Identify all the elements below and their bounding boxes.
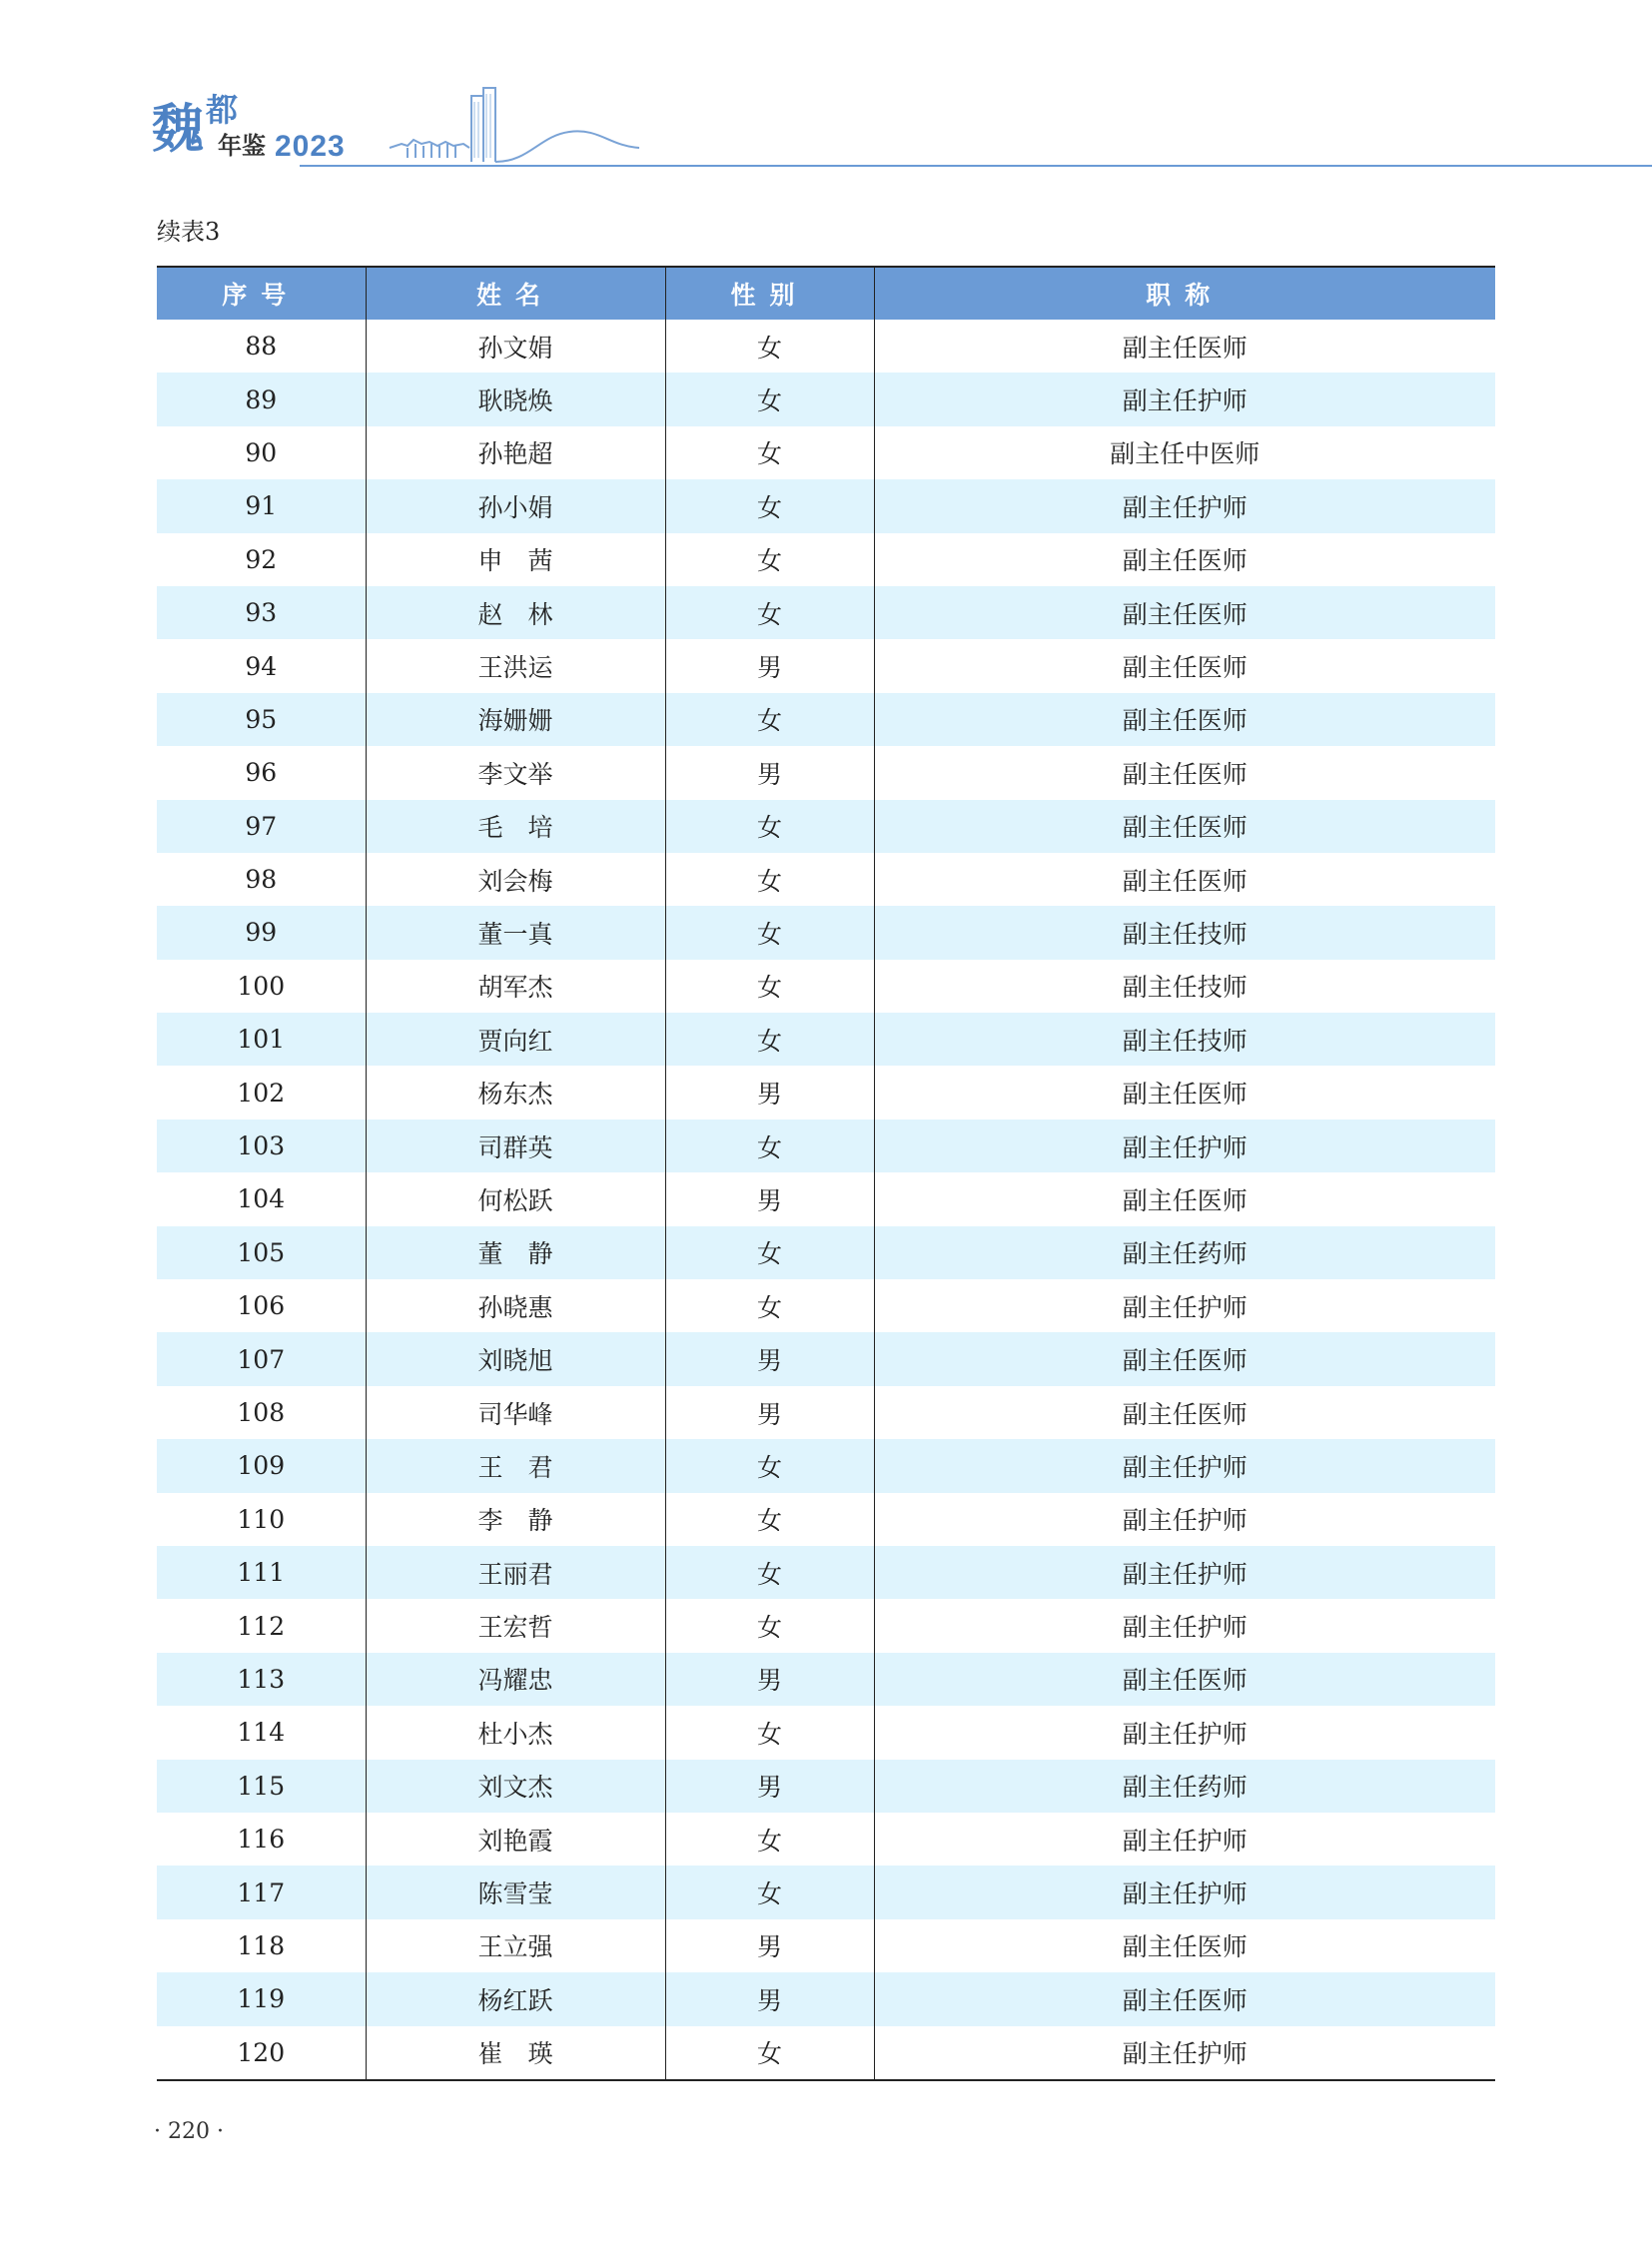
cell-name: 何松跃	[366, 1172, 665, 1225]
cell-title: 副主任技师	[874, 906, 1495, 959]
cell-index: 110	[157, 1493, 366, 1546]
cell-index: 96	[157, 746, 366, 799]
cell-title: 副主任医师	[874, 1919, 1495, 1972]
table-row	[157, 1386, 1495, 1439]
table-row	[157, 1493, 1495, 1546]
cell-title: 副主任技师	[874, 1013, 1495, 1066]
cell-index: 109	[157, 1439, 366, 1492]
cell-index: 108	[157, 1386, 366, 1439]
page-header	[150, 86, 1652, 176]
cell-name: 董一真	[366, 906, 665, 959]
cell-name: 董 静	[366, 1226, 665, 1279]
cell-index: 111	[157, 1546, 366, 1599]
cell-gender: 男	[665, 1332, 874, 1385]
table-row	[157, 960, 1495, 1013]
cell-index: 98	[157, 853, 366, 906]
cell-title: 副主任医师	[874, 1066, 1495, 1119]
cell-name: 王 君	[366, 1439, 665, 1492]
table-row	[157, 1866, 1495, 1918]
cell-gender: 女	[665, 426, 874, 479]
cell-gender: 女	[665, 1813, 874, 1866]
cell-title: 副主任药师	[874, 1760, 1495, 1813]
cell-name: 刘会梅	[366, 853, 665, 906]
cell-gender: 男	[665, 1760, 874, 1813]
table-row	[157, 853, 1495, 906]
cell-index: 95	[157, 693, 366, 746]
cell-name: 王洪运	[366, 639, 665, 692]
cell-name: 耿晓焕	[366, 373, 665, 425]
table-row	[157, 1120, 1495, 1172]
cell-gender: 女	[665, 586, 874, 639]
cell-name: 王宏哲	[366, 1599, 665, 1652]
logo-subtitle: 年鉴	[218, 132, 266, 160]
cell-title: 副主任医师	[874, 533, 1495, 586]
cell-name: 孙艳超	[366, 426, 665, 479]
cell-index: 93	[157, 586, 366, 639]
cell-name: 王立强	[366, 1919, 665, 1972]
table-row	[157, 1439, 1495, 1492]
cell-index: 106	[157, 1279, 366, 1332]
cell-index: 102	[157, 1066, 366, 1119]
cell-gender: 女	[665, 960, 874, 1013]
cell-gender: 男	[665, 1172, 874, 1225]
cell-title: 副主任护师	[874, 1439, 1495, 1492]
cell-name: 王丽君	[366, 1546, 665, 1599]
cell-title: 副主任护师	[874, 373, 1495, 425]
cell-title: 副主任医师	[874, 1332, 1495, 1385]
cell-index: 97	[157, 800, 366, 853]
table-row	[157, 1013, 1495, 1066]
cell-index: 118	[157, 1919, 366, 1972]
cell-gender: 女	[665, 1493, 874, 1546]
cell-title: 副主任医师	[874, 746, 1495, 799]
cell-name: 杨红跃	[366, 1972, 665, 2025]
cell-index: 115	[157, 1760, 366, 1813]
cell-gender: 女	[665, 800, 874, 853]
table-row	[157, 1972, 1495, 2025]
cell-name: 李文举	[366, 746, 665, 799]
column-header-name: 姓名	[366, 267, 665, 320]
cell-title: 副主任医师	[874, 1972, 1495, 2025]
table-row	[157, 426, 1495, 479]
cell-name: 刘晓旭	[366, 1332, 665, 1385]
cell-index: 117	[157, 1866, 366, 1918]
cell-name: 赵 林	[366, 586, 665, 639]
table-row	[157, 1226, 1495, 1279]
table-row	[157, 1919, 1495, 1972]
cell-index: 89	[157, 373, 366, 425]
cell-index: 116	[157, 1813, 366, 1866]
cell-index: 100	[157, 960, 366, 1013]
cell-name: 贾向红	[366, 1013, 665, 1066]
staff-title-table	[157, 266, 1495, 2081]
cell-gender: 女	[665, 320, 874, 373]
table-row	[157, 693, 1495, 746]
cell-gender: 女	[665, 1279, 874, 1332]
cell-gender: 男	[665, 1919, 874, 1972]
cell-title: 副主任医师	[874, 639, 1495, 692]
table-row	[157, 1332, 1495, 1385]
table-row	[157, 1546, 1495, 1599]
table-row	[157, 1279, 1495, 1332]
cell-title: 副主任医师	[874, 853, 1495, 906]
cell-index: 114	[157, 1706, 366, 1759]
cell-gender: 女	[665, 1439, 874, 1492]
cell-index: 107	[157, 1332, 366, 1385]
table-row	[157, 1172, 1495, 1225]
cell-title: 副主任医师	[874, 1386, 1495, 1439]
logo-wei: 魏	[152, 100, 205, 160]
cell-name: 孙文娟	[366, 320, 665, 373]
cell-gender: 女	[665, 533, 874, 586]
cell-gender: 男	[665, 1066, 874, 1119]
cell-gender: 女	[665, 1866, 874, 1918]
cell-gender: 男	[665, 1386, 874, 1439]
table-caption: 续表3	[157, 218, 221, 246]
cell-gender: 女	[665, 1013, 874, 1066]
cell-index: 113	[157, 1653, 366, 1706]
cell-gender: 女	[665, 1706, 874, 1759]
cell-title: 副主任医师	[874, 1172, 1495, 1225]
cell-gender: 女	[665, 1546, 874, 1599]
cell-name: 陈雪莹	[366, 1866, 665, 1918]
cell-gender: 女	[665, 693, 874, 746]
column-header-index: 序号	[157, 267, 366, 320]
cell-name: 孙小娟	[366, 479, 665, 532]
table-header-row	[157, 267, 1495, 320]
table-row	[157, 906, 1495, 959]
table-row	[157, 639, 1495, 692]
cell-name: 毛 培	[366, 800, 665, 853]
cell-index: 103	[157, 1120, 366, 1172]
table-row	[157, 1760, 1495, 1813]
cell-index: 88	[157, 320, 366, 373]
cell-title: 副主任中医师	[874, 426, 1495, 479]
cell-title: 副主任护师	[874, 1706, 1495, 1759]
cell-title: 副主任医师	[874, 320, 1495, 373]
cell-name: 崔 瑛	[366, 2026, 665, 2080]
cell-title: 副主任护师	[874, 1120, 1495, 1172]
cell-gender: 女	[665, 1599, 874, 1652]
cell-title: 副主任护师	[874, 1279, 1495, 1332]
cell-gender: 男	[665, 1972, 874, 2025]
cell-gender: 女	[665, 2026, 874, 2080]
cell-index: 94	[157, 639, 366, 692]
cell-gender: 男	[665, 639, 874, 692]
cell-index: 91	[157, 479, 366, 532]
table-row	[157, 479, 1495, 532]
cell-title: 副主任药师	[874, 1226, 1495, 1279]
cell-title: 副主任护师	[874, 1546, 1495, 1599]
cell-name: 刘艳霞	[366, 1813, 665, 1866]
cell-title: 副主任医师	[874, 693, 1495, 746]
cell-index: 119	[157, 1972, 366, 2025]
cell-name: 杨东杰	[366, 1066, 665, 1119]
table-row	[157, 1706, 1495, 1759]
logo-year: 2023	[275, 130, 346, 163]
cell-index: 92	[157, 533, 366, 586]
cell-name: 司群英	[366, 1120, 665, 1172]
logo-du: 都	[206, 91, 239, 129]
cell-gender: 男	[665, 1653, 874, 1706]
table-row	[157, 800, 1495, 853]
cell-name: 刘文杰	[366, 1760, 665, 1813]
cell-title: 副主任护师	[874, 2026, 1495, 2080]
table-row	[157, 1066, 1495, 1119]
cell-index: 105	[157, 1226, 366, 1279]
cell-name: 杜小杰	[366, 1706, 665, 1759]
cell-index: 120	[157, 2026, 366, 2080]
cell-name: 冯耀忠	[366, 1653, 665, 1706]
cell-index: 99	[157, 906, 366, 959]
table-row	[157, 320, 1495, 373]
cell-index: 90	[157, 426, 366, 479]
cell-name: 李 静	[366, 1493, 665, 1546]
cell-index: 104	[157, 1172, 366, 1225]
cell-title: 副主任护师	[874, 1493, 1495, 1546]
cell-title: 副主任医师	[874, 586, 1495, 639]
table-row	[157, 1653, 1495, 1706]
cell-index: 101	[157, 1013, 366, 1066]
cell-gender: 女	[665, 1226, 874, 1279]
table-row	[157, 1813, 1495, 1866]
cell-title: 副主任医师	[874, 800, 1495, 853]
cell-title: 副主任护师	[874, 1599, 1495, 1652]
cell-title: 副主任护师	[874, 479, 1495, 532]
table-row	[157, 586, 1495, 639]
column-header-title: 职称	[874, 267, 1495, 320]
cell-title: 副主任护师	[874, 1866, 1495, 1918]
cell-gender: 女	[665, 1120, 874, 1172]
cell-gender: 男	[665, 746, 874, 799]
cell-name: 司华峰	[366, 1386, 665, 1439]
cell-name: 申 茜	[366, 533, 665, 586]
cell-gender: 女	[665, 373, 874, 425]
cell-name: 胡军杰	[366, 960, 665, 1013]
cell-title: 副主任医师	[874, 1653, 1495, 1706]
table-row	[157, 2026, 1495, 2080]
cell-title: 副主任技师	[874, 960, 1495, 1013]
column-header-gender: 性别	[665, 267, 874, 320]
cell-index: 112	[157, 1599, 366, 1652]
table-row	[157, 373, 1495, 425]
table-row	[157, 1599, 1495, 1652]
cell-gender: 女	[665, 479, 874, 532]
cell-name: 孙晓惠	[366, 1279, 665, 1332]
page-number: · 220 ·	[154, 2119, 224, 2144]
cell-name: 海姗姗	[366, 693, 665, 746]
table-row	[157, 533, 1495, 586]
table-row	[157, 746, 1495, 799]
cell-title: 副主任护师	[874, 1813, 1495, 1866]
skyline-decoration	[150, 86, 1652, 176]
cell-gender: 女	[665, 906, 874, 959]
cell-gender: 女	[665, 853, 874, 906]
